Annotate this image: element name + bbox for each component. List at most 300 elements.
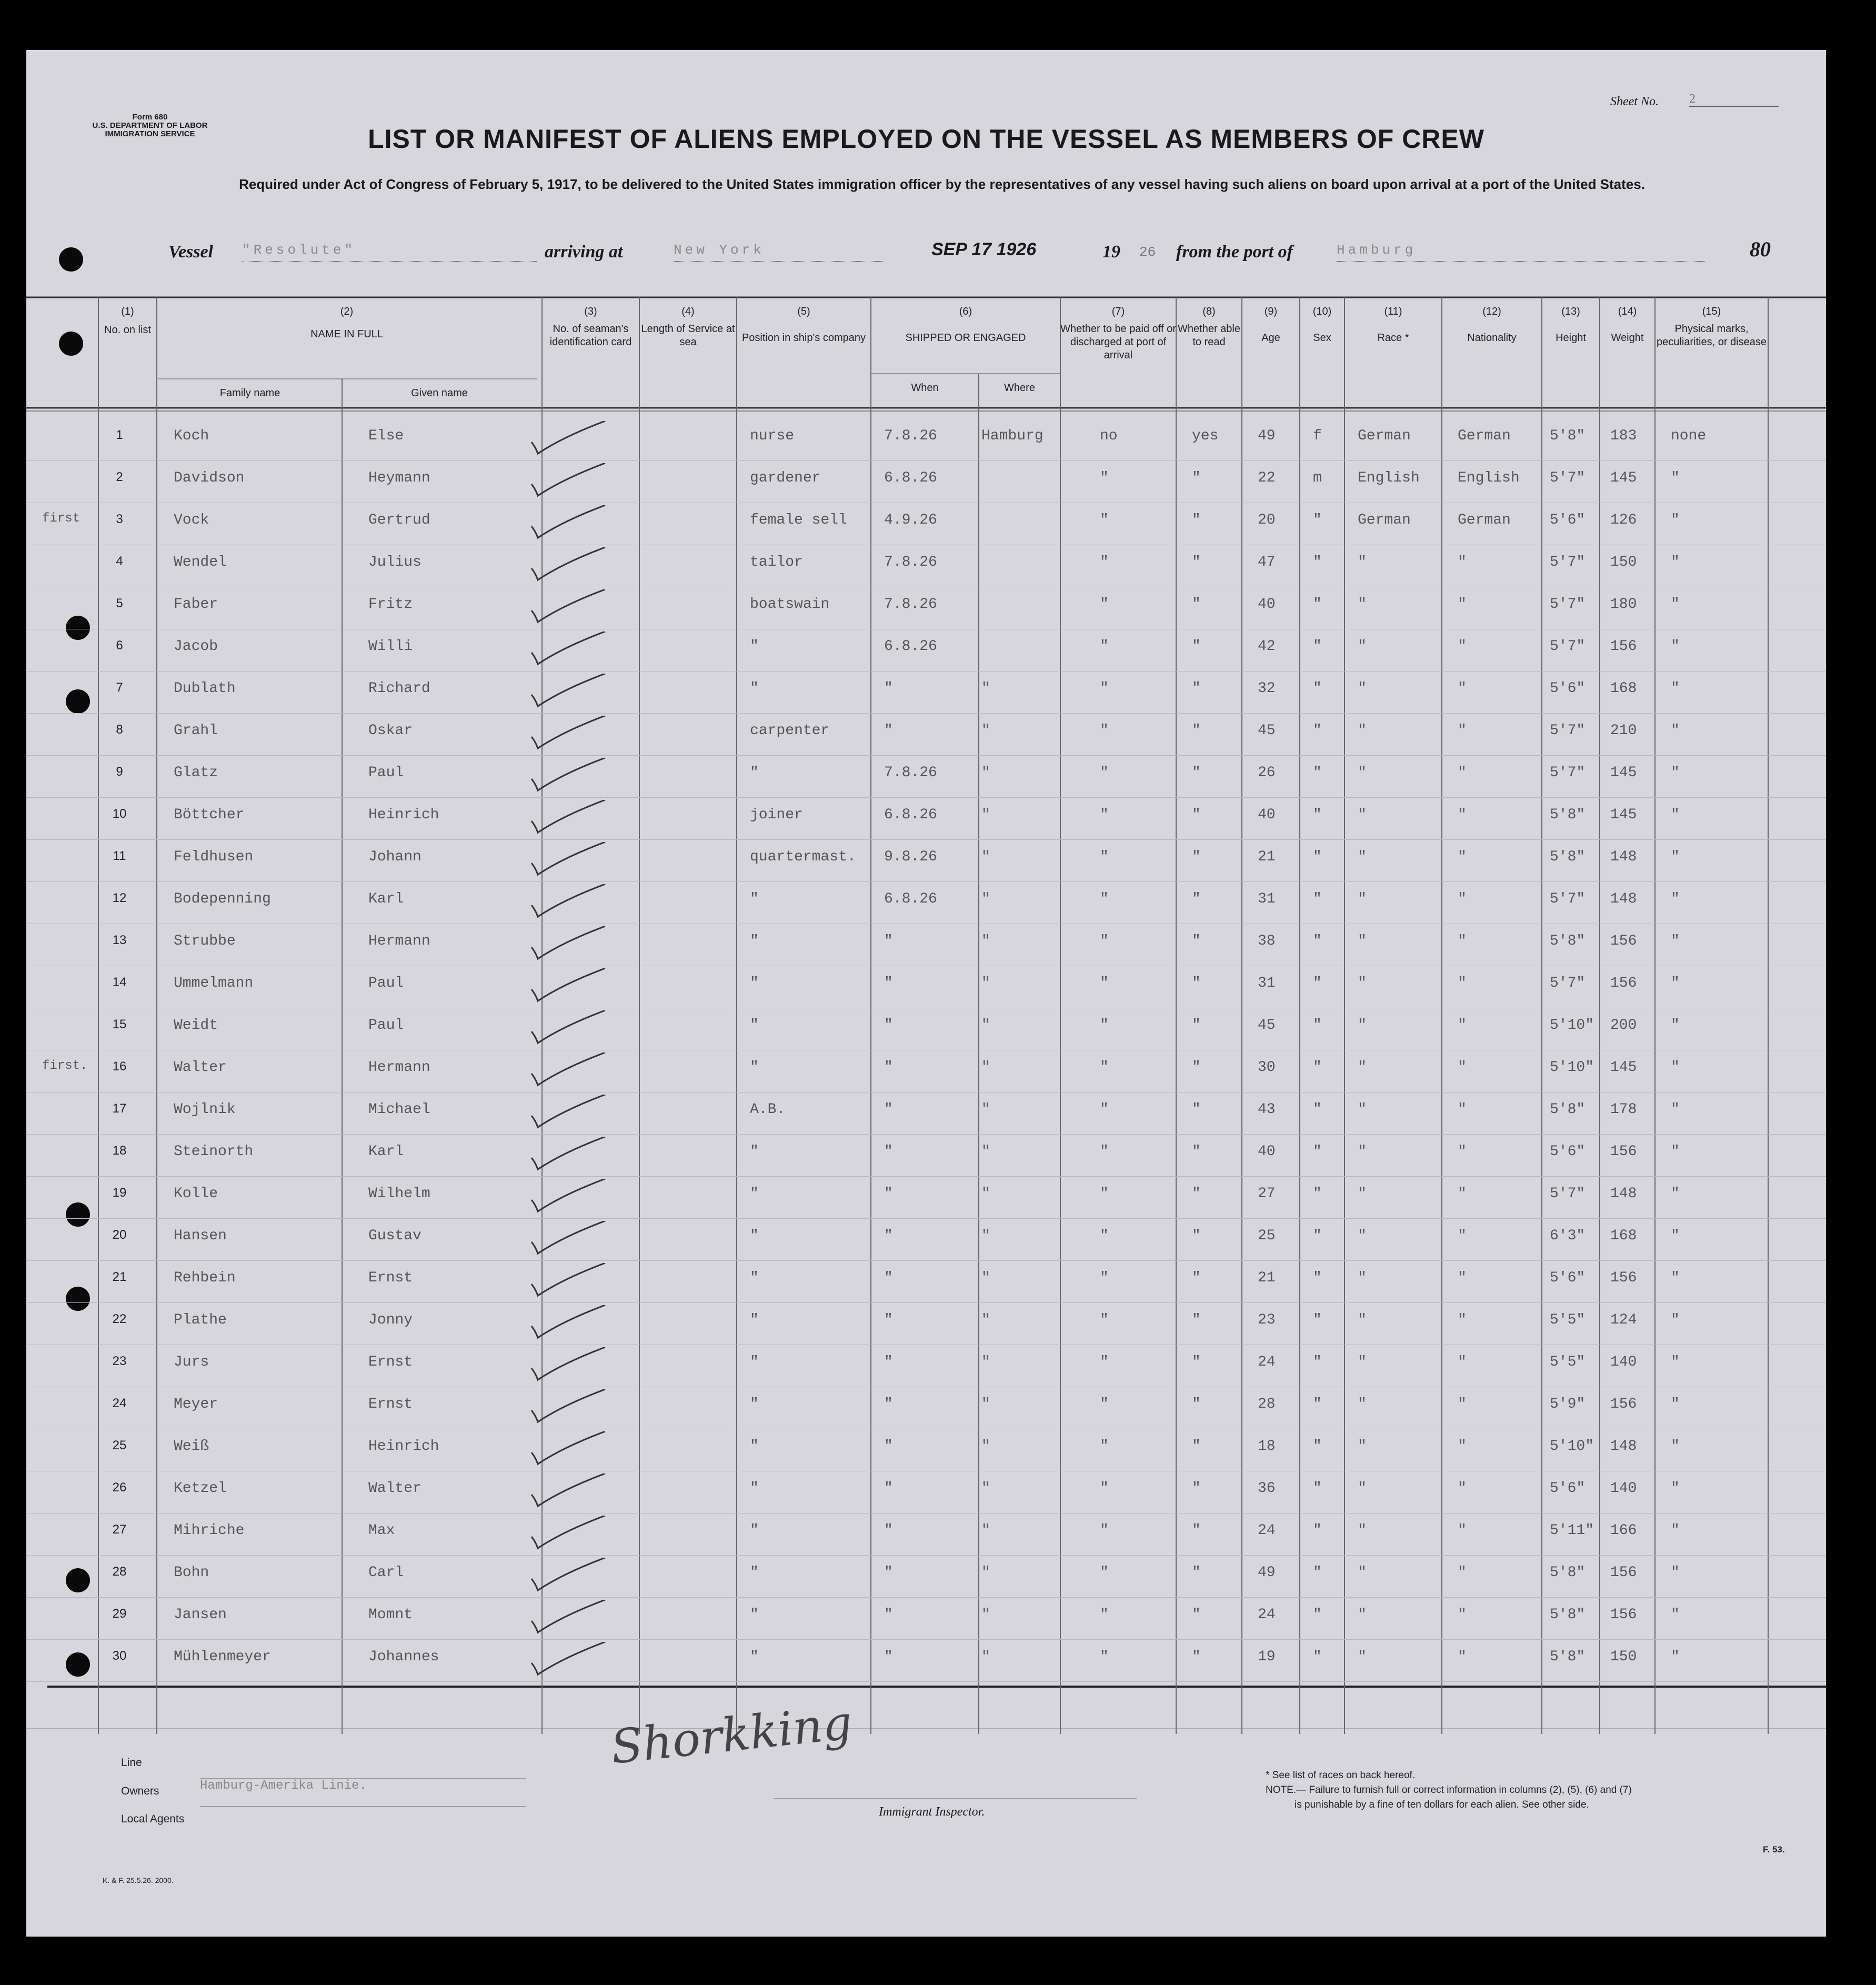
checkmark-icon <box>526 1642 610 1679</box>
race-cell: " <box>1358 1396 1367 1412</box>
race-cell: " <box>1358 1354 1367 1370</box>
position-cell: " <box>750 765 759 781</box>
shipped-when-cell: 7.8.26 <box>884 765 937 781</box>
table-row <box>26 1597 1826 1640</box>
able-to-read-cell: " <box>1192 933 1201 949</box>
shipped-where-cell: Hamburg <box>981 428 1044 444</box>
given-name-cell: Heinrich <box>368 807 439 823</box>
able-to-read-cell: " <box>1192 1607 1201 1623</box>
race-cell: " <box>1358 1017 1367 1034</box>
arriving-port: New York <box>674 242 884 262</box>
shipped-where-cell: " <box>981 1354 990 1370</box>
height-cell: 5'8" <box>1550 807 1586 823</box>
sex-cell: " <box>1313 1017 1322 1034</box>
height-cell: 5'6" <box>1550 512 1586 528</box>
table-row <box>26 1387 1826 1429</box>
able-to-read-cell: " <box>1192 1101 1201 1118</box>
table-row <box>26 1555 1826 1598</box>
margin-note: first <box>42 512 81 526</box>
shipped-where-cell: " <box>981 1565 990 1581</box>
sex-cell: " <box>1313 765 1322 781</box>
able-to-read-cell: " <box>1192 1396 1201 1412</box>
no-cell-cell: 17 <box>112 1101 127 1116</box>
family-name-cell: Faber <box>174 596 218 613</box>
sex-cell: " <box>1313 1522 1322 1539</box>
paid-off-cell: " <box>1100 723 1109 739</box>
height-cell: 5'6" <box>1550 1270 1586 1286</box>
shipped-where-cell: " <box>981 1059 990 1076</box>
race-cell: " <box>1358 1480 1367 1497</box>
age-cell: 49 <box>1258 1565 1276 1581</box>
able-to-read-cell: " <box>1192 723 1201 739</box>
sex-cell: " <box>1313 1649 1322 1665</box>
shipped-where-cell: " <box>981 1480 990 1497</box>
able-to-read-cell: yes <box>1192 428 1219 444</box>
given-name-cell: Johannes <box>368 1649 439 1665</box>
nationality-cell: " <box>1458 1144 1467 1160</box>
race-cell: " <box>1358 975 1367 991</box>
table-row <box>26 1050 1826 1092</box>
table-row <box>26 1176 1826 1219</box>
age-cell: 45 <box>1258 723 1276 739</box>
physical-marks-cell: " <box>1671 1522 1680 1539</box>
able-to-read-cell: " <box>1192 807 1201 823</box>
shipped-when-cell: 6.8.26 <box>884 470 937 486</box>
position-cell: " <box>750 1438 759 1455</box>
sex-cell: " <box>1313 1438 1322 1455</box>
position-cell: " <box>750 1144 759 1160</box>
given-name-cell: Ernst <box>368 1396 413 1412</box>
given-name-cell: Gustav <box>368 1228 422 1244</box>
weight-cell: 166 <box>1610 1522 1637 1539</box>
shipped-where-cell: " <box>981 975 990 991</box>
shipped-when-cell: " <box>884 1270 893 1286</box>
no-cell-cell: 10 <box>112 807 127 821</box>
sex-cell: " <box>1313 723 1322 739</box>
given-name-cell: Wilhelm <box>368 1186 430 1202</box>
family-name-cell: Jurs <box>174 1354 209 1370</box>
nationality-cell: " <box>1458 1565 1467 1581</box>
family-name-cell: Glatz <box>174 765 218 781</box>
family-name-cell: Bohn <box>174 1565 209 1581</box>
owners-label: Owners <box>121 1785 159 1797</box>
height-cell: 5'7" <box>1550 470 1586 486</box>
col-header-12: (12) Nationality <box>1467 306 1517 344</box>
able-to-read-cell: " <box>1192 1228 1201 1244</box>
weight-cell: 140 <box>1610 1354 1637 1370</box>
table-row <box>26 966 1826 1008</box>
table-row <box>26 1134 1826 1177</box>
height-cell: 5'10" <box>1550 1017 1594 1034</box>
age-cell: 18 <box>1258 1438 1276 1455</box>
race-cell: " <box>1358 723 1367 739</box>
position-cell: " <box>750 680 759 697</box>
sex-cell: m <box>1313 470 1322 486</box>
height-cell: 6'3" <box>1550 1228 1586 1244</box>
family-name-cell: Rehbein <box>174 1270 236 1286</box>
shipped-where-cell: " <box>981 1101 990 1118</box>
given-name-cell: Momnt <box>368 1607 413 1623</box>
paid-off-cell: " <box>1100 1312 1109 1328</box>
weight-cell: 180 <box>1610 596 1637 613</box>
checkmark-icon <box>526 674 610 710</box>
checkmark-icon <box>526 1052 610 1089</box>
manifest-sheet <box>26 50 1826 1937</box>
race-cell: " <box>1358 1565 1367 1581</box>
shipped-when-cell: " <box>884 933 893 949</box>
crew-table-body <box>26 418 1826 1681</box>
height-cell: 5'7" <box>1550 723 1586 739</box>
table-row <box>26 629 1826 671</box>
position-cell: female sell <box>750 512 847 528</box>
checkmark-icon <box>526 968 610 1005</box>
paid-off-cell: " <box>1100 1017 1109 1034</box>
physical-marks-cell: " <box>1671 1017 1680 1034</box>
physical-marks-cell: " <box>1671 1480 1680 1497</box>
position-cell: " <box>750 1480 759 1497</box>
paid-off-cell: " <box>1100 975 1109 991</box>
weight-cell: 156 <box>1610 1144 1637 1160</box>
family-name-cell: Vock <box>174 512 209 528</box>
table-row <box>26 1302 1826 1345</box>
height-cell: 5'8" <box>1550 1607 1586 1623</box>
nationality-cell: English <box>1458 470 1520 486</box>
col-sub-when: When <box>911 382 939 394</box>
age-cell: 30 <box>1258 1059 1276 1076</box>
shipped-where-cell: " <box>981 1017 990 1034</box>
age-cell: 24 <box>1258 1522 1276 1539</box>
col-header-9: (9) Age <box>1261 306 1280 344</box>
table-row <box>26 418 1826 461</box>
weight-cell: 145 <box>1610 470 1637 486</box>
given-name-cell: Willi <box>368 638 413 655</box>
nationality-cell: " <box>1458 975 1467 991</box>
paid-off-cell: " <box>1100 933 1109 949</box>
paid-off-cell: " <box>1100 1101 1109 1118</box>
sheet-label: Sheet No. <box>1610 95 1659 108</box>
sex-cell: " <box>1313 1396 1322 1412</box>
table-row <box>26 755 1826 798</box>
age-cell: 42 <box>1258 638 1276 655</box>
shipped-when-cell: " <box>884 723 893 739</box>
age-cell: 31 <box>1258 891 1276 907</box>
weight-cell: 156 <box>1610 975 1637 991</box>
sex-cell: " <box>1313 1270 1322 1286</box>
age-cell: 40 <box>1258 807 1276 823</box>
paid-off-cell: " <box>1100 1522 1109 1539</box>
shipped-where-cell: " <box>981 1396 990 1412</box>
no-cell-cell: 21 <box>112 1270 127 1284</box>
shipped-when-cell: " <box>884 975 893 991</box>
col-header-14: (14) Weight <box>1611 306 1644 344</box>
checkmark-icon <box>526 1473 610 1510</box>
shipped-when-cell: " <box>884 1228 893 1244</box>
checkmark-icon <box>526 1095 610 1131</box>
table-row <box>26 1260 1826 1303</box>
age-cell: 31 <box>1258 975 1276 991</box>
no-cell-cell: 11 <box>113 849 126 863</box>
given-name-cell: Johann <box>368 849 422 865</box>
paid-off-cell: " <box>1100 1144 1109 1160</box>
race-cell: German <box>1358 512 1411 528</box>
checkmark-icon <box>526 1347 610 1384</box>
position-cell: tailor <box>750 554 803 570</box>
table-row <box>26 503 1826 545</box>
col-header-4: (4) Length of Service at sea <box>641 306 735 348</box>
no-cell-cell: 13 <box>112 933 127 947</box>
nationality-cell: " <box>1458 1059 1467 1076</box>
position-cell: boatswain <box>750 596 830 613</box>
nationality-cell: " <box>1458 1228 1467 1244</box>
checkmark-icon <box>526 1137 610 1174</box>
family-name-cell: Jansen <box>174 1607 227 1623</box>
height-cell: 5'8" <box>1550 1565 1586 1581</box>
weight-cell: 140 <box>1610 1480 1637 1497</box>
age-cell: 40 <box>1258 596 1276 613</box>
shipped-when-cell: " <box>884 1017 893 1034</box>
nationality-cell: " <box>1458 1101 1467 1118</box>
from-port: Hamburg <box>1337 242 1705 262</box>
given-name-cell: Walter <box>368 1480 422 1497</box>
family-name-cell: Strubbe <box>174 933 236 949</box>
no-cell-cell: 27 <box>112 1522 127 1537</box>
date-stamp: SEP 17 1926 <box>931 239 1037 259</box>
shipped-where-cell: " <box>981 891 990 907</box>
vessel-label: Vessel <box>168 242 213 262</box>
shipped-when-cell: " <box>884 1396 893 1412</box>
nationality-cell: " <box>1458 1649 1467 1665</box>
no-cell-cell: 24 <box>112 1396 127 1410</box>
given-name-cell: Paul <box>368 765 404 781</box>
able-to-read-cell: " <box>1192 1522 1201 1539</box>
weight-cell: 124 <box>1610 1312 1637 1328</box>
sex-cell: " <box>1313 1312 1322 1328</box>
sex-cell: " <box>1313 1565 1322 1581</box>
height-cell: 5'7" <box>1550 975 1586 991</box>
no-cell-cell: 6 <box>116 638 123 653</box>
no-cell-cell: 2 <box>116 470 123 484</box>
physical-marks-cell: " <box>1671 680 1680 697</box>
checkmark-icon <box>526 758 610 795</box>
race-cell: " <box>1358 554 1367 570</box>
checkmark-icon <box>526 1305 610 1342</box>
sex-cell: " <box>1313 596 1322 613</box>
year-prefix: 19 <box>1102 242 1120 262</box>
race-cell: " <box>1358 1228 1367 1244</box>
shipped-when-cell: " <box>884 1565 893 1581</box>
given-name-cell: Paul <box>368 975 404 991</box>
paid-off-cell: " <box>1100 470 1109 486</box>
height-cell: 5'7" <box>1550 891 1586 907</box>
shipped-where-cell: " <box>981 680 990 697</box>
sex-cell: " <box>1313 1228 1322 1244</box>
form-number: Form 680 <box>132 113 168 122</box>
able-to-read-cell: " <box>1192 1270 1201 1286</box>
nationality-cell: German <box>1458 512 1511 528</box>
able-to-read-cell: " <box>1192 891 1201 907</box>
age-cell: 45 <box>1258 1017 1276 1034</box>
position-cell: " <box>750 1607 759 1623</box>
shipped-where-cell: " <box>981 807 990 823</box>
nationality-cell: " <box>1458 1186 1467 1202</box>
shipped-where-cell: " <box>981 849 990 865</box>
given-name-cell: Richard <box>368 680 430 697</box>
sex-cell: " <box>1313 512 1322 528</box>
nationality-cell: " <box>1458 891 1467 907</box>
nationality-cell: " <box>1458 1607 1467 1623</box>
checkmark-icon <box>526 1431 610 1468</box>
able-to-read-cell: " <box>1192 1312 1201 1328</box>
family-name-cell: Kolle <box>174 1186 218 1202</box>
col-header-6: (6) SHIPPED OR ENGAGED <box>905 306 1026 344</box>
able-to-read-cell: " <box>1192 1480 1201 1497</box>
physical-marks-cell: " <box>1671 554 1680 570</box>
paid-off-cell: " <box>1100 638 1109 655</box>
checkmark-icon <box>526 842 610 879</box>
height-cell: 5'5" <box>1550 1312 1586 1328</box>
race-cell: " <box>1358 1607 1367 1623</box>
race-cell: " <box>1358 765 1367 781</box>
paid-off-cell: " <box>1100 512 1109 528</box>
able-to-read-cell: " <box>1192 1059 1201 1076</box>
height-cell: 5'8" <box>1550 1649 1586 1665</box>
family-name-cell: Meyer <box>174 1396 218 1412</box>
shipped-when-cell: " <box>884 1186 893 1202</box>
physical-marks-cell: " <box>1671 1565 1680 1581</box>
physical-marks-cell: none <box>1671 428 1707 444</box>
age-cell: 23 <box>1258 1312 1276 1328</box>
checkmark-icon <box>526 716 610 753</box>
race-note: * See list of races on back hereof. <box>1266 1770 1416 1781</box>
arriving-label: arriving at <box>545 242 623 262</box>
position-cell: " <box>750 1649 759 1665</box>
weight-cell: 156 <box>1610 1607 1637 1623</box>
able-to-read-cell: " <box>1192 1144 1201 1160</box>
age-cell: 40 <box>1258 1144 1276 1160</box>
sex-cell: " <box>1313 849 1322 865</box>
able-to-read-cell: " <box>1192 512 1201 528</box>
table-row <box>26 797 1826 840</box>
sex-cell: " <box>1313 680 1322 697</box>
table-row <box>26 924 1826 966</box>
age-cell: 22 <box>1258 470 1276 486</box>
given-name-cell: Ernst <box>368 1354 413 1370</box>
fine-note-1: NOTE.— Failure to furnish full or correct information in columns (2), (5), (6) and (7) <box>1266 1785 1632 1796</box>
sex-cell: " <box>1313 1186 1322 1202</box>
height-cell: 5'7" <box>1550 765 1586 781</box>
able-to-read-cell: " <box>1192 638 1201 655</box>
position-cell: " <box>750 1270 759 1286</box>
col-sub-family: Family name <box>219 387 280 399</box>
family-name-cell: Mihriche <box>174 1522 245 1539</box>
no-cell-cell: 8 <box>116 723 123 737</box>
no-cell-cell: 23 <box>112 1354 127 1368</box>
nationality-cell: " <box>1458 1522 1467 1539</box>
nationality-cell: " <box>1458 1270 1467 1286</box>
given-name-cell: Hermann <box>368 933 430 949</box>
col-header-15: (15) Physical marks, peculiarities, or disease <box>1657 306 1767 348</box>
shipped-when-cell: " <box>884 680 893 697</box>
paid-off-cell: " <box>1100 1228 1109 1244</box>
race-cell: " <box>1358 1270 1367 1286</box>
checkmark-icon <box>526 547 610 584</box>
given-name-cell: Fritz <box>368 596 413 613</box>
able-to-read-cell: " <box>1192 596 1201 613</box>
race-cell: " <box>1358 1144 1367 1160</box>
height-cell: 5'11" <box>1550 1522 1594 1539</box>
shipped-when-cell: " <box>884 1354 893 1370</box>
race-cell: " <box>1358 1438 1367 1455</box>
position-cell: A.B. <box>750 1101 786 1118</box>
able-to-read-cell: " <box>1192 1017 1201 1034</box>
shipped-where-cell: " <box>981 933 990 949</box>
age-cell: 47 <box>1258 554 1276 570</box>
table-row <box>26 1218 1826 1261</box>
no-cell-cell: 20 <box>112 1228 127 1242</box>
position-cell: " <box>750 1228 759 1244</box>
sex-cell: " <box>1313 638 1322 655</box>
physical-marks-cell: " <box>1671 765 1680 781</box>
checkmark-icon <box>526 463 610 500</box>
sex-cell: " <box>1313 1354 1322 1370</box>
physical-marks-cell: " <box>1671 1228 1680 1244</box>
paid-off-cell: no <box>1100 428 1118 444</box>
sex-cell: " <box>1313 1101 1322 1118</box>
physical-marks-cell: " <box>1671 807 1680 823</box>
physical-marks-cell: " <box>1671 723 1680 739</box>
fine-note-2: is punishable by a fine of ten dollars for each alien. See other side. <box>1295 1799 1589 1810</box>
position-cell: " <box>750 1522 759 1539</box>
physical-marks-cell: " <box>1671 1059 1680 1076</box>
checkmark-icon <box>526 884 610 921</box>
position-cell: nurse <box>750 428 795 444</box>
physical-marks-cell: " <box>1671 1438 1680 1455</box>
sex-cell: " <box>1313 1144 1322 1160</box>
position-cell: " <box>750 933 759 949</box>
weight-cell: 148 <box>1610 849 1637 865</box>
table-row <box>26 671 1826 714</box>
checkmark-icon <box>526 1010 610 1047</box>
age-cell: 20 <box>1258 512 1276 528</box>
family-name-cell: Hansen <box>174 1228 227 1244</box>
position-cell: " <box>750 1565 759 1581</box>
race-cell: " <box>1358 1186 1367 1202</box>
physical-marks-cell: " <box>1671 1101 1680 1118</box>
physical-marks-cell: " <box>1671 512 1680 528</box>
able-to-read-cell: " <box>1192 849 1201 865</box>
height-cell: 5'7" <box>1550 638 1586 655</box>
age-cell: 49 <box>1258 428 1276 444</box>
nationality-cell: " <box>1458 933 1467 949</box>
shipped-when-cell: 4.9.26 <box>884 512 937 528</box>
paid-off-cell: " <box>1100 1396 1109 1412</box>
col-header-10: (10) Sex <box>1312 306 1332 344</box>
able-to-read-cell: " <box>1192 1186 1201 1202</box>
physical-marks-cell: " <box>1671 975 1680 991</box>
nationality-cell: " <box>1458 1312 1467 1328</box>
physical-marks-cell: " <box>1671 638 1680 655</box>
page-number: 80 <box>1750 237 1771 261</box>
height-cell: 5'10" <box>1550 1059 1594 1076</box>
race-cell: " <box>1358 680 1367 697</box>
page-title: LIST OR MANIFEST OF ALIENS EMPLOYED ON THE VESSEL AS MEMBERS OF CREW <box>368 124 1484 154</box>
given-name-cell: Michael <box>368 1101 430 1118</box>
checkmark-icon <box>526 1600 610 1637</box>
family-name-cell: Jacob <box>174 638 218 655</box>
race-cell: English <box>1358 470 1420 486</box>
family-name-cell: Böttcher <box>174 807 245 823</box>
checkmark-icon <box>526 800 610 837</box>
